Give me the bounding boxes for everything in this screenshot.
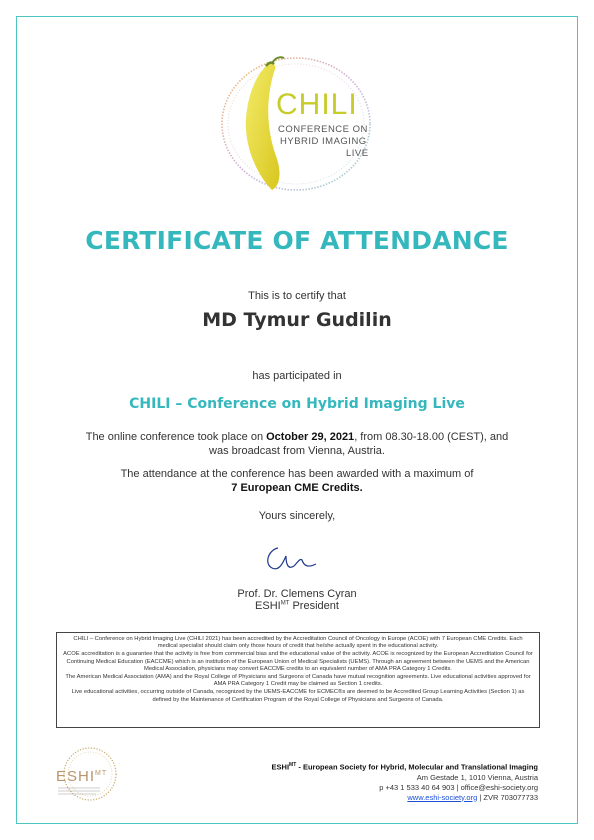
signatory-role-sup: MT	[280, 600, 290, 607]
footer-zvr: | ZVR 703077733	[477, 792, 538, 802]
certificate-title: CERTIFICATE OF ATTENDANCE	[85, 226, 509, 255]
online-info-pre: The online conference took place on	[85, 431, 267, 443]
eshi-logo-word: ESHI	[56, 768, 96, 785]
signature-icon	[262, 538, 332, 578]
disclaimer-paragraph: The American Medical Association (AMA) and the Royal College of Physicians and Surgeons of Canada have mutual recognition agreements. Live educational activities approved for AMA PRA Category 1 Credit may be claimed as Section 1 credits.	[65, 674, 531, 688]
signatory-role	[0, 600, 594, 612]
intro-text: This is to certify that	[248, 290, 346, 302]
signatory-role-post: President	[289, 600, 339, 612]
footer-org-sup: MT	[289, 762, 297, 768]
chili-subtitle-line1: CONFERENCE ON	[278, 124, 368, 135]
closing-text: Yours sincerely,	[258, 510, 336, 522]
disclaimer-paragraph: ACOE accreditation is a guarantee that the activity is free from commercial bias and the educational value of the activity. ACOE is recognized by the European Accreditation Council for Continuing Medical Education (EACCME) which is an institution of the European Union of Medical Specialists (UEMS). Through an agreement between the UEMS and the American Medical Association, physicians may convert EACCME credits to an equivalent number of AMA PRA Category 1 Credits.	[63, 651, 533, 672]
footer-contact	[218, 760, 538, 803]
chili-subtitle-line3: LIVE	[346, 148, 369, 159]
conference-name: CHILI – Conference on Hybrid Imaging Live	[129, 396, 465, 412]
disclaimer-paragraph: CHILI – Conference on Hybrid Imaging Live (CHILI 2021) has been accredited by the Accreditation Council of Oncology in Europe (ACOE) with 7 European CME Credits. Each medical specialist should claim only those hours of credit that he/she actually spent in the educational activity.	[73, 636, 523, 650]
footer-org-post: - European Society for Hybrid, Molecular and Translational Imaging	[296, 762, 538, 772]
award-line1: The attendance at the conference has been awarded with a maximum of	[120, 468, 474, 480]
chili-logo	[214, 52, 384, 202]
footer-address: Am Gestade 1, 1010 Vienna, Austria	[416, 772, 538, 782]
eshi-logo	[50, 744, 122, 808]
chili-brand-text: CHILI	[276, 88, 358, 121]
award-credits: 7 European CME Credits.	[231, 482, 363, 494]
disclaimer-paragraph: Live educational activities, occurring outside of Canada, recognized by the UEMS-EACCME for ECMEC®s are deemed to be Accredited Group Learning Activities (Section 1) as defined by the Maintenance of Certification Program of the Royal College of Physicians and Surgeons of Canada.	[71, 689, 525, 703]
chili-subtitle-line2: HYBRID IMAGING	[280, 136, 367, 147]
online-info-date: October 29, 2021	[266, 431, 355, 443]
online-info-post: , from 08.30-18.00 (CEST), and	[354, 431, 509, 443]
footer-contact-line: p +43 1 533 40 64 903 | office@eshi-society.org	[379, 782, 538, 792]
attendee-name: MD Tymur Gudilin	[202, 309, 392, 331]
accreditation-disclaimer	[56, 632, 540, 728]
online-info	[0, 430, 594, 458]
eshi-logo-sup: MT	[95, 770, 108, 777]
signatory-role-pre: ESHI	[255, 600, 281, 612]
website-link[interactable]: www.eshi-society.org	[407, 792, 478, 802]
award-info	[0, 467, 594, 495]
footer-org	[218, 760, 538, 773]
footer-org-pre: ESHI	[271, 762, 290, 772]
footer-web-line	[218, 793, 538, 803]
online-info-line2: was broadcast from Vienna, Austria.	[209, 445, 385, 457]
signatory-name: Prof. Dr. Clemens Cyran	[237, 588, 357, 600]
eshi-logo-text	[56, 768, 107, 785]
participated-text: has participated in	[252, 370, 342, 382]
